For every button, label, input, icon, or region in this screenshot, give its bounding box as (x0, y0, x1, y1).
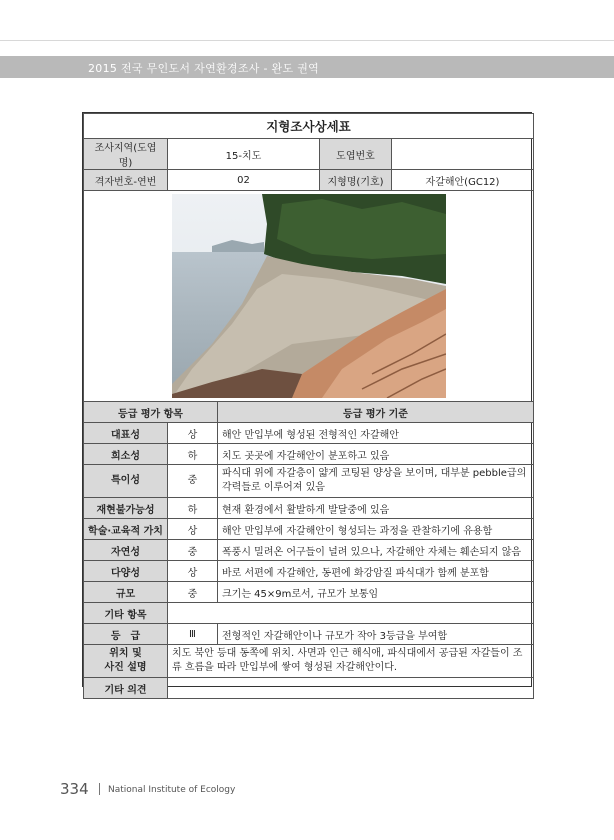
region-value: 15-치도 (168, 139, 320, 170)
eval-item: 등 급 (84, 624, 168, 645)
eval-item: 학술·교육적 가치 (84, 519, 168, 540)
eval-desc: 현재 환경에서 활발하게 발달중에 있음 (218, 498, 534, 519)
location-label-line1: 위치 및 (109, 648, 142, 659)
table-row (84, 423, 534, 444)
other-row (84, 678, 534, 699)
eval-grade: 하 (168, 498, 218, 519)
table-row (84, 444, 534, 465)
footer-org: National Institute of Ecology (108, 785, 236, 795)
eval-grade: 상 (168, 423, 218, 444)
eval-item: 희소성 (84, 444, 168, 465)
table-row (84, 582, 534, 603)
map-value (392, 139, 534, 170)
table-row (84, 624, 534, 645)
eval-item: 자연성 (84, 540, 168, 561)
photo-cell (84, 191, 534, 402)
eval-desc: 해안 만입부에 형성된 전형적인 자갈해안 (218, 423, 534, 444)
eval-desc: 해안 만입부에 자갈해안이 형성되는 과정을 관찰하기에 유용함 (218, 519, 534, 540)
table-row (84, 603, 534, 624)
eval-item: 규모 (84, 582, 168, 603)
grid-label: 격자번호-연번 (84, 170, 168, 191)
eval-desc: 바로 서편에 자갈해안, 동편에 화강암질 파식대가 함께 분포함 (218, 561, 534, 582)
page-number: 334 (60, 780, 89, 798)
eval-grade: 상 (168, 519, 218, 540)
eval-desc: 전형적인 자갈해안이나 규모가 작아 3등급을 부여함 (218, 624, 534, 645)
other-label: 기타 의견 (84, 678, 168, 699)
eval-desc (168, 603, 534, 624)
footer-divider (99, 783, 100, 795)
survey-table (83, 113, 534, 699)
eval-grade: 중 (168, 582, 218, 603)
landform-label: 지형명(기호) (320, 170, 392, 191)
region-label: 조사지역(도엽명) (84, 139, 168, 170)
survey-sheet (82, 112, 532, 696)
running-header: 2015 전국 무인도서 자연환경조사 - 완도 권역 (88, 62, 320, 75)
eval-desc: 폭풍시 밀려온 어구들이 널려 있으나, 자갈해안 자체는 훼손되지 않음 (218, 540, 534, 561)
table-row (84, 465, 534, 498)
table-row (84, 540, 534, 561)
eval-item: 기타 항목 (84, 603, 168, 624)
eval-item-header: 등급 평가 항목 (84, 402, 218, 423)
table-row (84, 561, 534, 582)
landform-value: 자갈해안(GC12) (392, 170, 534, 191)
eval-item: 재현불가능성 (84, 498, 168, 519)
eval-desc: 파식대 위에 자갈층이 얇게 코팅된 양상을 보이며, 대부분 pebble급의 각력들로 이루어져 있음 (218, 465, 534, 498)
eval-item: 대표성 (84, 423, 168, 444)
eval-criteria-header: 등급 평가 기준 (218, 402, 534, 423)
map-label: 도엽번호 (320, 139, 392, 170)
eval-item: 다양성 (84, 561, 168, 582)
location-label-line2: 사진 설명 (104, 662, 147, 673)
eval-grade: 상 (168, 561, 218, 582)
eval-item: 특이성 (84, 465, 168, 498)
eval-grade: 중 (168, 465, 218, 498)
grid-value: 02 (168, 170, 320, 191)
location-label (84, 645, 168, 678)
sheet-title: 지형조사상세표 (84, 114, 534, 139)
other-value (168, 678, 534, 699)
eval-grade: Ⅲ (168, 624, 218, 645)
eval-grade: 중 (168, 540, 218, 561)
table-row (84, 519, 534, 540)
location-row (84, 645, 534, 678)
table-row (84, 498, 534, 519)
header-rule (0, 40, 614, 41)
location-desc: 치도 북안 등대 동쪽에 위치. 사면과 인근 해식애, 파식대에서 공급된 자갈들이 조류 흐름을 따라 만입부에 쌓여 형성된 자갈해안이다. (168, 645, 534, 678)
eval-grade: 하 (168, 444, 218, 465)
eval-desc: 크기는 45×9m로서, 규모가 보통임 (218, 582, 534, 603)
eval-desc: 치도 곳곳에 자갈해안이 분포하고 있음 (218, 444, 534, 465)
gravel-beach-photo (172, 194, 446, 398)
